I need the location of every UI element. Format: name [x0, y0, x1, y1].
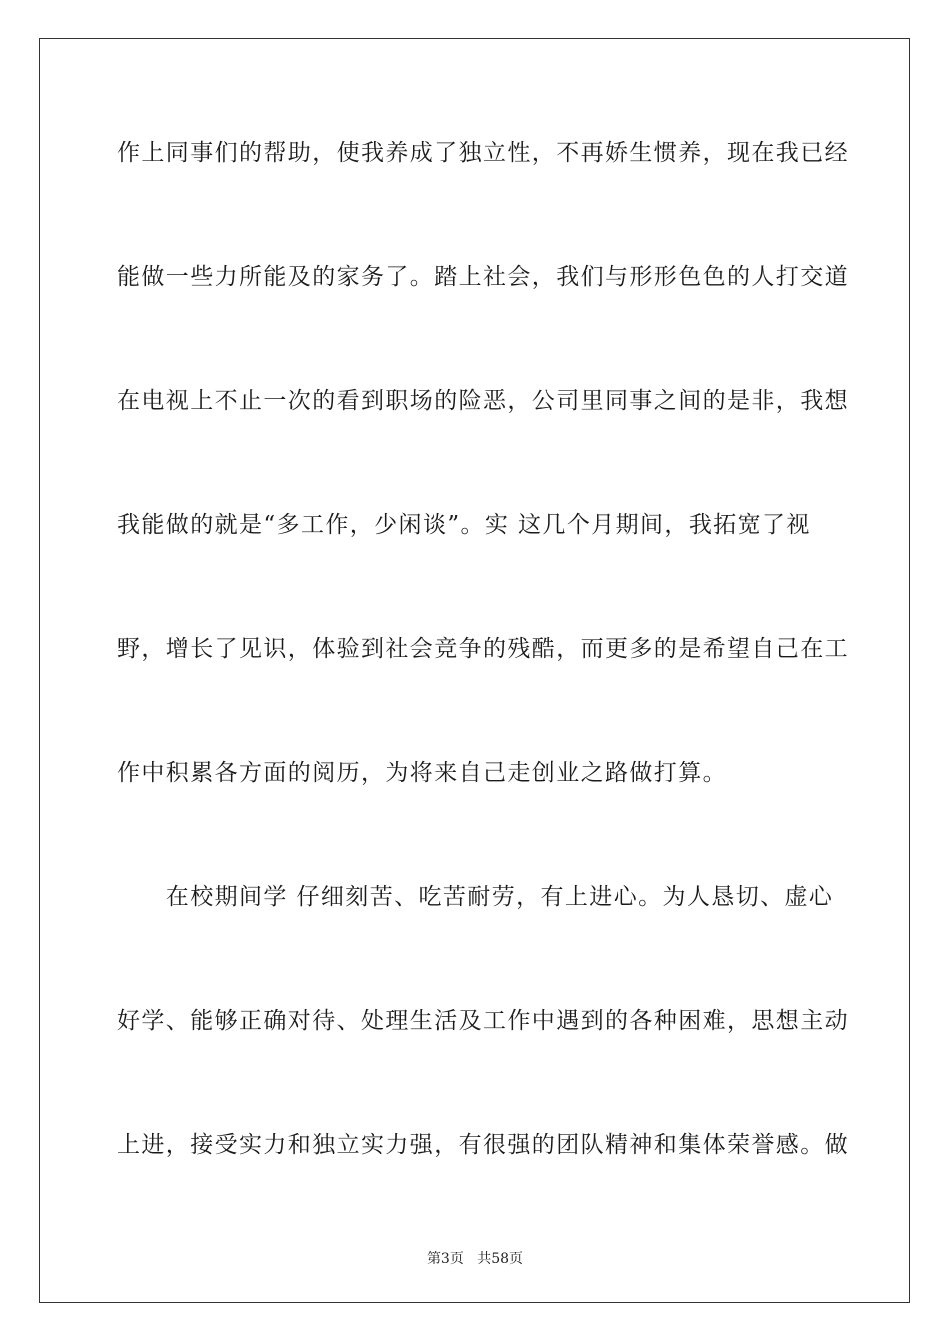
body-text-line: 好学、能够正确对待、处理生活及工作中遇到的各种困难，思想主动 — [117, 1008, 849, 1034]
body-text-line: 野，增长了见识，体验到社会竞争的残酷，而更多的是希望自己在工 — [117, 636, 849, 662]
body-text-line: 上进，接受实力和独立实力强，有很强的团队精神和集体荣誉感。做 — [117, 1132, 849, 1158]
body-text-line: 作中积累各方面的阅历，为将来自己走创业之路做打算。 — [117, 760, 727, 786]
page-border — [39, 38, 910, 1303]
page-footer — [0, 1248, 950, 1268]
page-total: 共58页 — [477, 1251, 524, 1267]
body-text-line: 作上同事们的帮助，使我养成了独立性，不再娇生惯养，现在我已经 — [117, 140, 849, 166]
page-number: 第3页 — [426, 1251, 464, 1267]
body-text-line: 在校期间学 仔细刻苦、吃苦耐劳，有上进心。为人恳切、虚心 — [117, 884, 834, 910]
body-text-line: 在电视上不止一次的看到职场的险恶，公司里同事之间的是非，我想 — [117, 388, 849, 414]
body-text-line: 能做一些力所能及的家务了。踏上社会，我们与形形色色的人打交道 — [117, 264, 849, 290]
body-text-line: 我能做的就是“多工作，少闲谈”。实 这几个月期间，我拓宽了视 — [117, 512, 811, 538]
